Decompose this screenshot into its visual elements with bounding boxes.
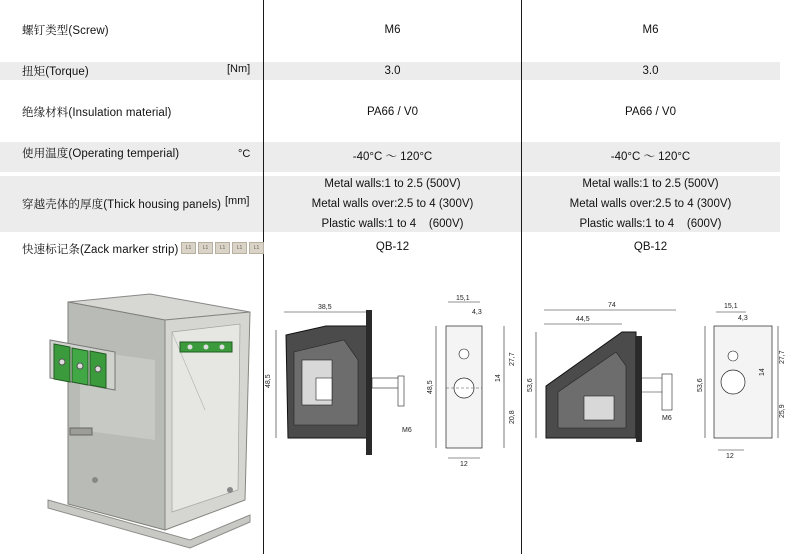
col1-temperature: -40°C ～ 120°C bbox=[352, 151, 433, 163]
col2-housing-line-2: Metal walls over:2.5 to 4 (300V) bbox=[569, 198, 732, 210]
dim-front-upper: 27,7 bbox=[509, 352, 516, 366]
row-label-housing: 穿越壳体的厚度(Thick housing panels) bbox=[22, 199, 222, 211]
col2-housing bbox=[522, 174, 779, 234]
dim-front-height: 48,5 bbox=[427, 380, 434, 394]
col2-temperature: -40°C ～ 120°C bbox=[610, 151, 691, 163]
dim2-front-top: 15,1 bbox=[724, 303, 738, 310]
dim2-side-height: 53,6 bbox=[527, 378, 534, 392]
column-divider-1 bbox=[263, 0, 264, 554]
marker-strip-icon: L1 L1 L1 L1 L1 bbox=[181, 242, 264, 254]
dim-front-mid: 14 bbox=[495, 374, 502, 382]
col1-housing-line-3: Plastic walls:1 to 4 (600V) bbox=[321, 218, 464, 230]
col2-housing-line-1: Metal walls:1 to 2.5 (500V) bbox=[582, 178, 719, 190]
col1-marker-strip: QB-12 bbox=[375, 241, 410, 253]
dim-side-width: 38,5 bbox=[318, 304, 332, 311]
col2-marker-strip: QB-12 bbox=[633, 241, 668, 253]
dim2-front-mid: 14 bbox=[759, 368, 766, 376]
row-label-temperature: 使用温度(Operating temperial) bbox=[22, 148, 180, 160]
row-unit-torque: [Nm] bbox=[227, 63, 251, 75]
row-unit-housing: [mm] bbox=[225, 195, 250, 207]
dim2-front-hole: 4,3 bbox=[738, 315, 748, 322]
column-divider-2 bbox=[521, 0, 522, 554]
dim-front-bottom: 12 bbox=[460, 461, 468, 468]
dim-side-height: 48,5 bbox=[265, 374, 272, 388]
row-label-insulation: 绝缘材料(Insulation material) bbox=[22, 107, 172, 119]
dim2-front-height: 53,6 bbox=[697, 378, 704, 392]
technical-drawing-2 bbox=[524, 296, 786, 466]
col1-screw: M6 bbox=[384, 24, 401, 36]
row-label-torque: 扭矩(Torque) bbox=[22, 66, 89, 78]
col2-torque: 3.0 bbox=[642, 65, 659, 77]
dim2-side-inner: 44,5 bbox=[576, 316, 590, 323]
dim-screw: M6 bbox=[402, 427, 412, 434]
dim2-front-bottom: 12 bbox=[726, 453, 734, 460]
col1-housing-line-2: Metal walls over:2.5 to 4 (300V) bbox=[311, 198, 474, 210]
col1-insulation: PA66 / V0 bbox=[367, 106, 418, 118]
dim-front-hole: 4,3 bbox=[472, 309, 482, 316]
dim2-front-upper: 27,7 bbox=[779, 350, 786, 364]
dim-front-top: 15,1 bbox=[456, 295, 470, 302]
col1-torque: 3.0 bbox=[384, 65, 401, 77]
dim2-front-lower: 25,9 bbox=[779, 404, 786, 418]
dim2-side-width: 74 bbox=[608, 302, 616, 309]
col2-screw: M6 bbox=[642, 24, 659, 36]
dim-front-lower: 20,8 bbox=[509, 410, 516, 424]
col2-housing-line-3: Plastic walls:1 to 4 (600V) bbox=[579, 218, 722, 230]
row-label-screw: 螺钉类型(Screw) bbox=[22, 25, 109, 37]
col1-housing-line-1: Metal walls:1 to 2.5 (500V) bbox=[324, 178, 461, 190]
col2-insulation: PA66 / V0 bbox=[625, 106, 676, 118]
dim2-screw: M6 bbox=[662, 415, 672, 422]
row-label-marker-strip: 快速标记条(Zack marker strip) bbox=[22, 244, 179, 256]
col1-housing bbox=[264, 174, 521, 234]
product-photo bbox=[40, 290, 255, 552]
row-unit-temperature: °C bbox=[238, 148, 251, 160]
technical-drawing-1 bbox=[266, 290, 520, 470]
